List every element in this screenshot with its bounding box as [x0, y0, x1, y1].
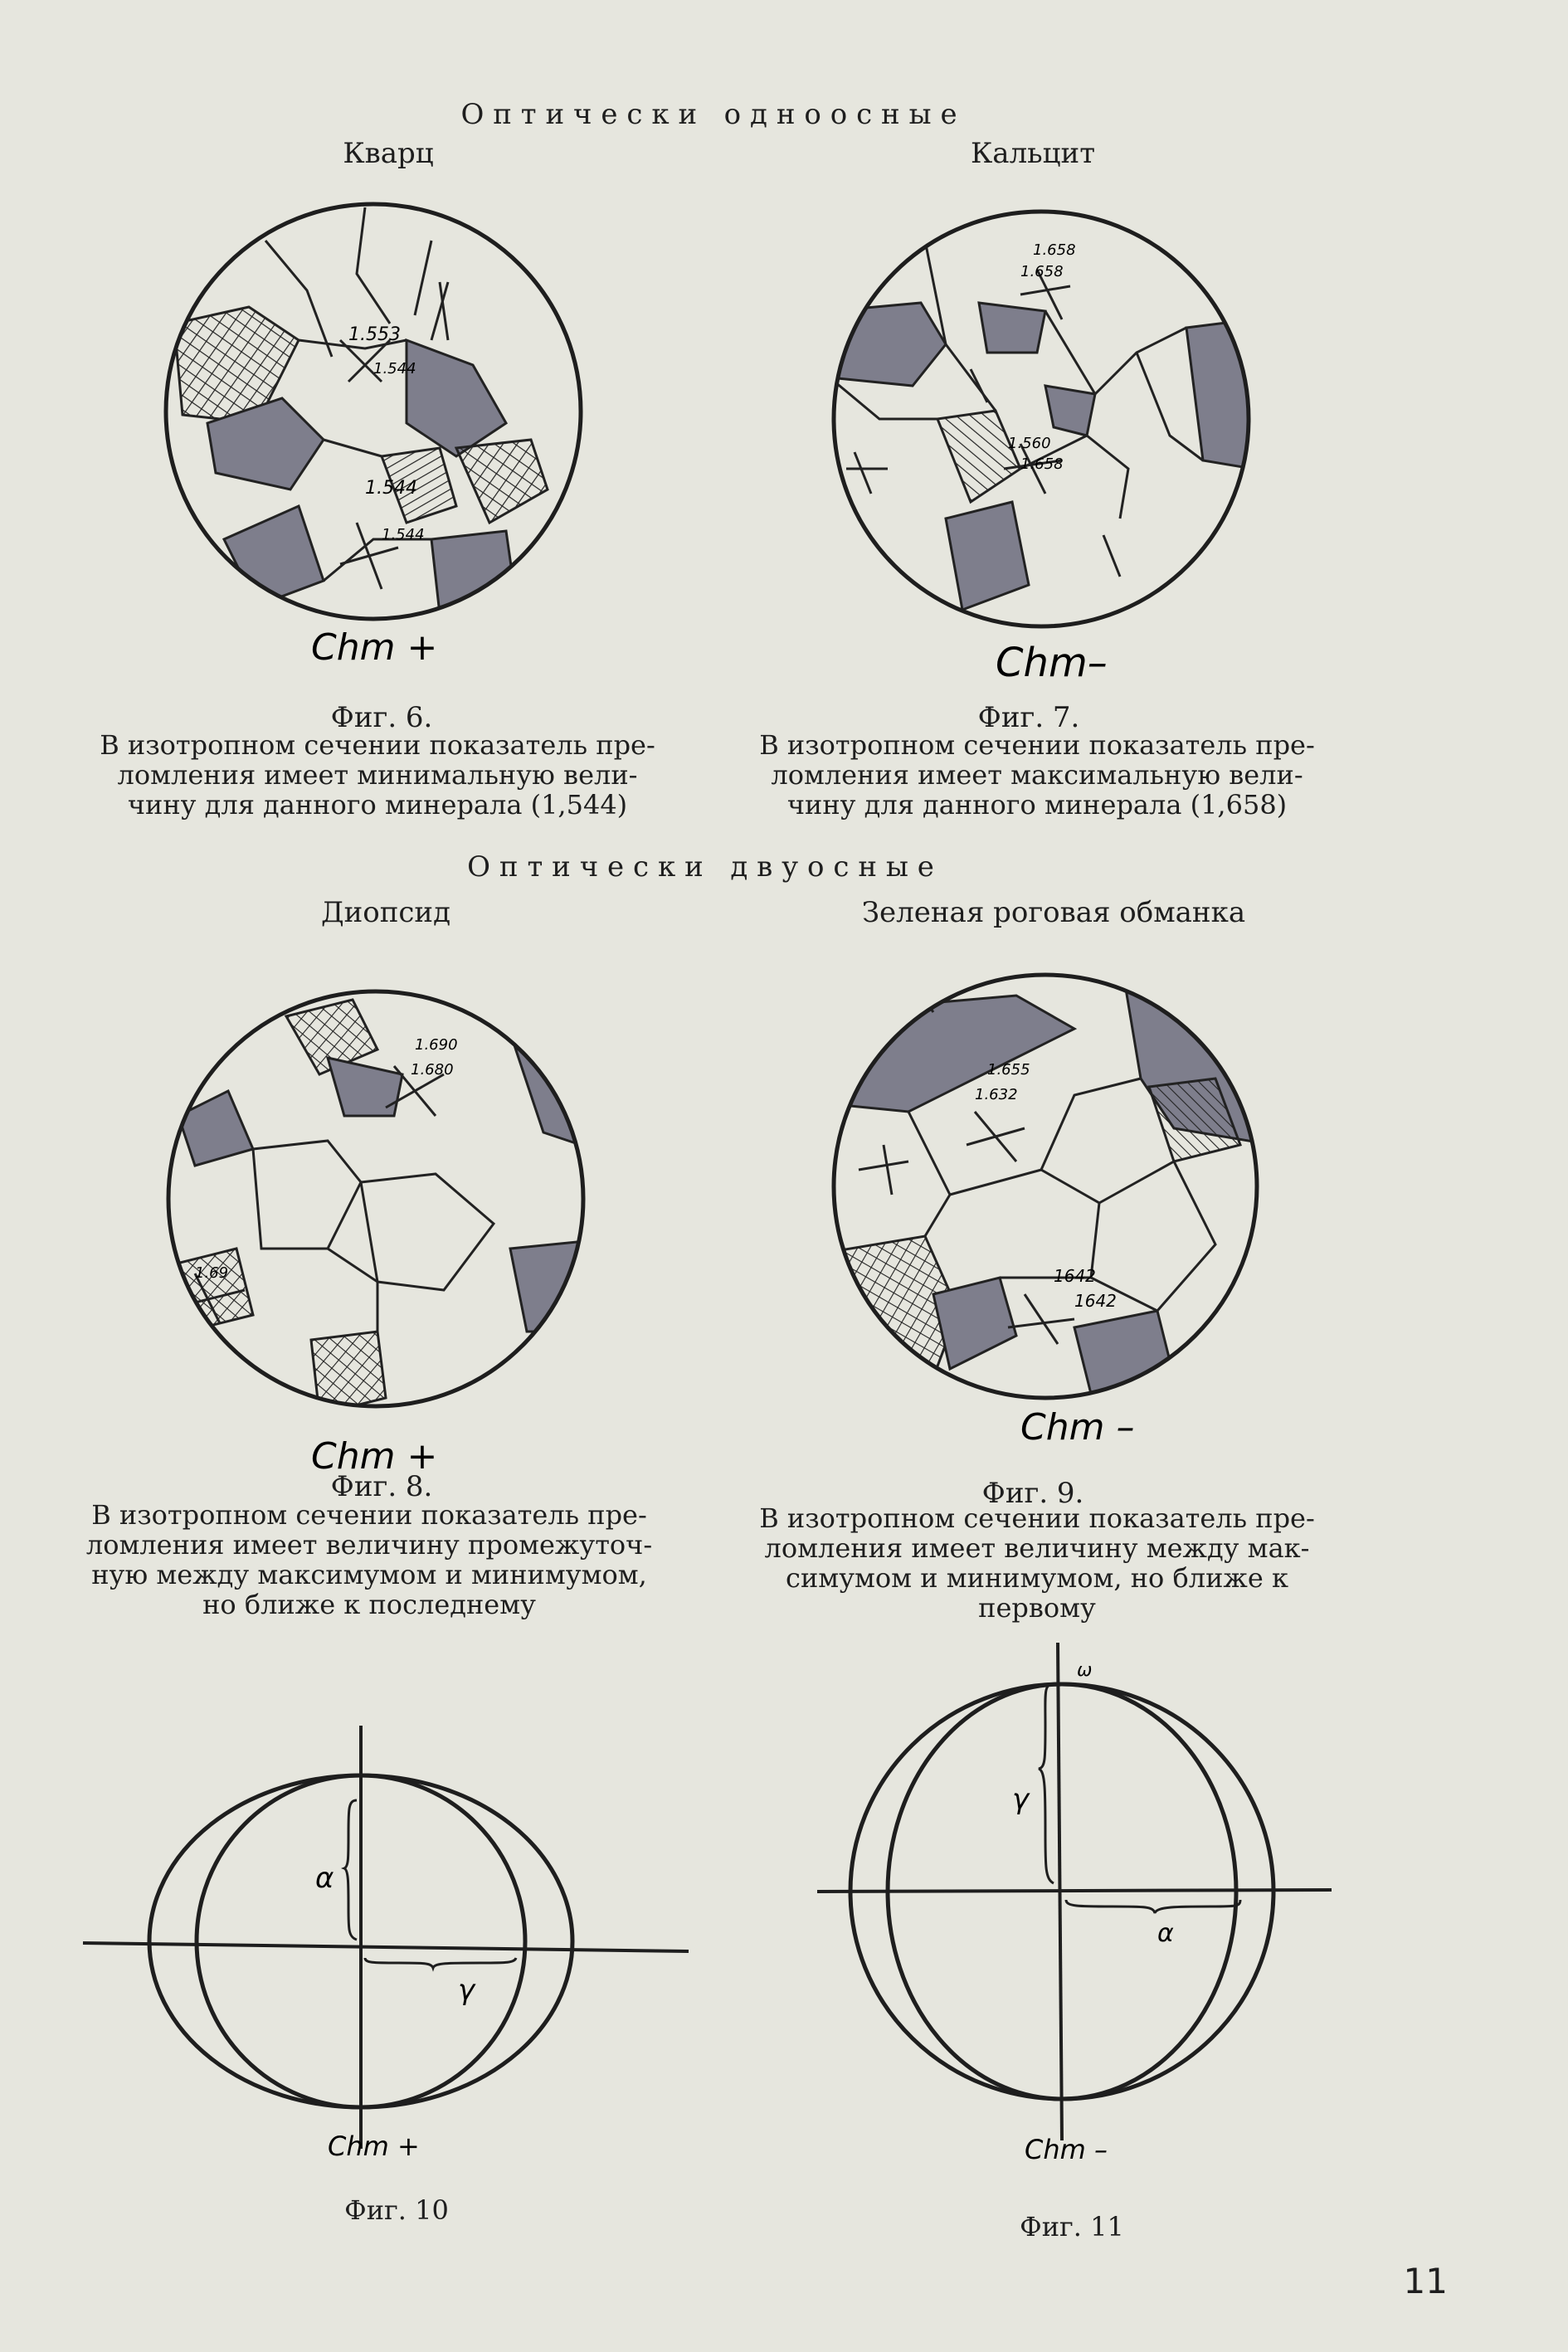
- fig7-calcite-diagram: [821, 220, 1253, 693]
- fig7-reading-3: 1.560: [1008, 435, 1051, 452]
- fig6-sign: Chm +: [311, 626, 438, 669]
- fig10-indicatrix-diagram: [75, 1717, 705, 2182]
- fig7-reading-2: 1.658: [1020, 263, 1064, 280]
- fig11-omega-label: ω: [1077, 1660, 1093, 1681]
- fig9-reading-1: 1.655: [987, 1061, 1030, 1079]
- fig7-caption: В изотропном сечении показатель пре- ломления имеет максимальную вели- чину для данного минерала (1,658): [759, 729, 1315, 821]
- fig10-alpha-label: α: [315, 1862, 334, 1895]
- biaxial-heading: Оптически двуосные: [467, 850, 943, 884]
- fig6-mineral-title: Кварц: [343, 137, 434, 170]
- page-number: 11: [1403, 2261, 1448, 2301]
- fig9-sign: Chm –: [1020, 1406, 1135, 1449]
- fig8-diopside-diagram: [162, 1000, 593, 1481]
- fig11-horizontal-axis: [817, 1890, 1332, 1892]
- fig11-gamma-label: γ: [1012, 1783, 1030, 1816]
- fig9-reading-2: 1.632: [975, 1086, 1018, 1103]
- fig8-reading-1: 1.690: [415, 1036, 458, 1054]
- fig6-reading-1: 1.553: [348, 324, 401, 345]
- fig10-label: Фиг. 10: [344, 2194, 449, 2226]
- fig8-label: Фиг. 8.: [330, 1470, 433, 1503]
- fig8-reading-2: 1.680: [411, 1061, 454, 1079]
- fig11-label: Фиг. 11: [1020, 2211, 1124, 2242]
- fig8-reading-3: 1.69: [195, 1264, 229, 1282]
- fig7-reading-4: 1.658: [1020, 455, 1064, 473]
- fig10-gamma-label: γ: [458, 1974, 475, 2007]
- fig7-sign: Chm–: [996, 640, 1108, 686]
- fig9-hornblende-diagram: [825, 979, 1273, 1477]
- fig11-alpha-label: α: [1157, 1919, 1174, 1948]
- fig11-sign: Chm –: [1025, 2134, 1108, 2165]
- fig9-label: Фиг. 9.: [981, 1477, 1084, 1510]
- fig9-reading-3: 1642: [1054, 1266, 1096, 1286]
- fig6-reading-2: 1.544: [373, 360, 416, 377]
- fig9-caption: В изотропном сечении показатель пре- ломления имеет величину между мак- симумом и минимумом, но ближе к первому: [759, 1502, 1315, 1624]
- fig6-label: Фиг. 6.: [330, 701, 433, 734]
- fig6-reading-3: 1.544: [365, 478, 417, 499]
- fig10-sign: Chm +: [328, 2130, 420, 2162]
- fig7-reading-1: 1.658: [1033, 241, 1076, 259]
- fig6-reading-4: 1.544: [382, 526, 425, 543]
- fig6-quartz-diagram: [158, 207, 589, 680]
- uniaxial-heading: Оптически одноосные: [460, 98, 967, 131]
- fig8-caption: В изотропном сечении показатель пре- ломления имеет величину промежуточ- ную между максимумом и минимумом, но ближе к последнему: [85, 1499, 653, 1620]
- fig8-mineral-title: Диопсид: [320, 896, 451, 929]
- fig9-reading-4: 1642: [1074, 1291, 1117, 1311]
- fig9-mineral-title: Зеленая роговая обманка: [861, 896, 1246, 929]
- fig7-mineral-title: Кальцит: [970, 137, 1096, 170]
- fig7-label: Фиг. 7.: [977, 701, 1080, 734]
- fig10-horizontal-axis: [83, 1943, 689, 1951]
- fig6-caption: В изотропном сечении показатель пре- ломления имеет минимальную вели- чину для данного минерала (1,544): [100, 729, 655, 821]
- fig11-indicatrix-diagram: [813, 1643, 1344, 2190]
- fig8-sign: Chm +: [311, 1435, 438, 1478]
